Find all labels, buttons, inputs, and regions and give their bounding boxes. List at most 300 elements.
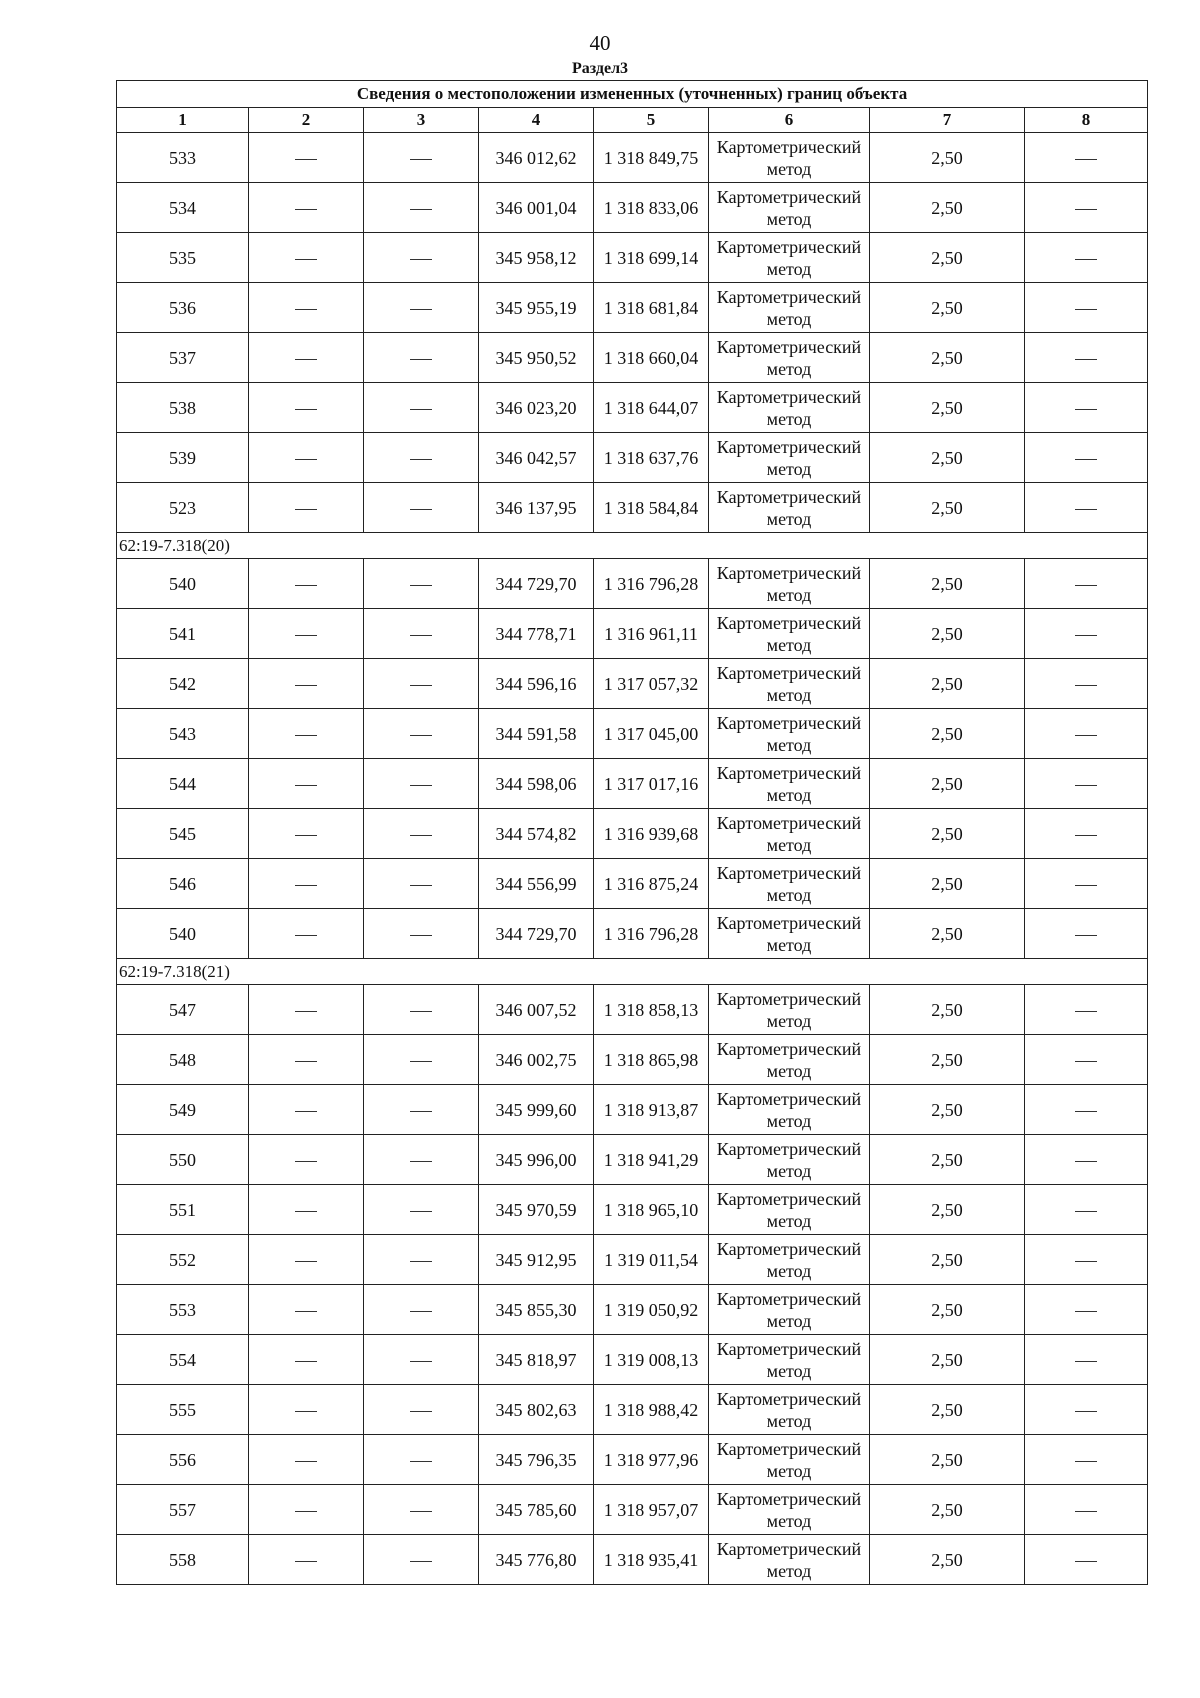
column-8-cell [1025,609,1148,659]
x-coordinate-cell: 345 996,00 [479,1135,594,1185]
column-2-cell [249,133,364,183]
point-number-cell: 537 [117,333,249,383]
column-3-cell [364,1035,479,1085]
column-3-cell [364,433,479,483]
method-cell: Картометрический метод [709,1235,870,1285]
column-8-cell [1025,859,1148,909]
y-coordinate-cell: 1 316 796,28 [594,559,709,609]
accuracy-cell: 2,50 [870,659,1025,709]
dash-mark [295,159,317,160]
contour-group-row [117,533,1148,559]
method-cell: Картометрический метод [709,283,870,333]
y-coordinate-cell: 1 318 957,07 [594,1485,709,1535]
dash-mark [295,1261,317,1262]
dash-mark [410,259,432,260]
column-8-cell [1025,559,1148,609]
column-3-cell [364,559,479,609]
dash-mark [1075,1211,1097,1212]
point-number-cell: 545 [117,809,249,859]
column-8-cell [1025,233,1148,283]
column-2-cell [249,383,364,433]
x-coordinate-cell: 345 950,52 [479,333,594,383]
x-coordinate-cell: 344 729,70 [479,909,594,959]
contour-group-label: 62:19-7.318(20) [117,533,1148,559]
dash-mark [410,159,432,160]
point-number-cell: 541 [117,609,249,659]
y-coordinate-cell: 1 319 008,13 [594,1335,709,1385]
table-row [117,609,1148,659]
method-cell: Картометрический метод [709,183,870,233]
dash-mark [1075,1311,1097,1312]
y-coordinate-cell: 1 316 961,11 [594,609,709,659]
method-cell: Картометрический метод [709,383,870,433]
dash-mark [1075,1061,1097,1062]
column-2-cell [249,809,364,859]
dash-mark [410,1511,432,1512]
method-cell: Картометрический метод [709,1285,870,1335]
point-number-cell: 544 [117,759,249,809]
method-cell: Картометрический метод [709,333,870,383]
table-row [117,1485,1148,1535]
column-2-cell [249,1185,364,1235]
column-8-cell [1025,1335,1148,1385]
column-8-cell [1025,985,1148,1035]
column-8-cell [1025,1185,1148,1235]
x-coordinate-cell: 346 137,95 [479,483,594,533]
dash-mark [295,1311,317,1312]
dash-mark [1075,585,1097,586]
point-number-cell: 540 [117,559,249,609]
dash-mark [410,1361,432,1362]
accuracy-cell: 2,50 [870,1385,1025,1435]
method-cell: Картометрический метод [709,609,870,659]
dash-mark [295,835,317,836]
table-row [117,1135,1148,1185]
y-coordinate-cell: 1 318 858,13 [594,985,709,1035]
y-coordinate-cell: 1 319 011,54 [594,1235,709,1285]
column-2-cell [249,1485,364,1535]
dash-mark [295,259,317,260]
dash-mark [1075,509,1097,510]
x-coordinate-cell: 345 776,80 [479,1535,594,1585]
dash-mark [1075,1111,1097,1112]
y-coordinate-cell: 1 318 865,98 [594,1035,709,1085]
dash-mark [1075,1361,1097,1362]
dash-mark [295,1411,317,1412]
table-row [117,809,1148,859]
table-row [117,383,1148,433]
x-coordinate-cell: 344 778,71 [479,609,594,659]
dash-mark [295,585,317,586]
table-caption-row [117,81,1148,108]
column-3-cell [364,1335,479,1385]
column-3-cell [364,1135,479,1185]
table-row [117,1235,1148,1285]
column-8-cell [1025,133,1148,183]
accuracy-cell: 2,50 [870,1185,1025,1235]
table-row [117,1285,1148,1335]
dash-mark [1075,635,1097,636]
table-row [117,1185,1148,1235]
y-coordinate-cell: 1 317 045,00 [594,709,709,759]
table-row [117,1085,1148,1135]
y-coordinate-cell: 1 319 050,92 [594,1285,709,1335]
column-8-cell [1025,283,1148,333]
x-coordinate-cell: 346 023,20 [479,383,594,433]
column-2-cell [249,1335,364,1385]
method-cell: Картометрический метод [709,1535,870,1585]
column-number: 6 [709,108,870,133]
x-coordinate-cell: 346 001,04 [479,183,594,233]
column-8-cell [1025,809,1148,859]
accuracy-cell: 2,50 [870,433,1025,483]
point-number-cell: 534 [117,183,249,233]
y-coordinate-cell: 1 317 057,32 [594,659,709,709]
accuracy-cell: 2,50 [870,985,1025,1035]
accuracy-cell: 2,50 [870,909,1025,959]
method-cell: Картометрический метод [709,909,870,959]
method-cell: Картометрический метод [709,133,870,183]
dash-mark [410,1011,432,1012]
dash-mark [410,309,432,310]
table-row [117,985,1148,1035]
y-coordinate-cell: 1 318 644,07 [594,383,709,433]
x-coordinate-cell: 345 796,35 [479,1435,594,1485]
point-number-cell: 546 [117,859,249,909]
contour-group-label: 62:19-7.318(21) [117,959,1148,985]
column-8-cell [1025,909,1148,959]
x-coordinate-cell: 345 912,95 [479,1235,594,1285]
x-coordinate-cell: 345 785,60 [479,1485,594,1535]
accuracy-cell: 2,50 [870,1335,1025,1385]
x-coordinate-cell: 344 598,06 [479,759,594,809]
dash-mark [410,735,432,736]
dash-mark [295,1061,317,1062]
method-cell: Картометрический метод [709,1435,870,1485]
dash-mark [295,409,317,410]
method-cell: Картометрический метод [709,1385,870,1435]
point-number-cell: 538 [117,383,249,433]
method-cell: Картометрический метод [709,1085,870,1135]
accuracy-cell: 2,50 [870,1035,1025,1085]
point-number-cell: 557 [117,1485,249,1535]
column-8-cell [1025,333,1148,383]
dash-mark [1075,159,1097,160]
dash-mark [410,409,432,410]
table-row [117,559,1148,609]
y-coordinate-cell: 1 316 939,68 [594,809,709,859]
dash-mark [410,509,432,510]
dash-mark [410,1461,432,1462]
x-coordinate-cell: 346 002,75 [479,1035,594,1085]
dash-mark [410,885,432,886]
column-3-cell [364,233,479,283]
dash-mark [410,1211,432,1212]
method-cell: Картометрический метод [709,709,870,759]
x-coordinate-cell: 346 012,62 [479,133,594,183]
column-2-cell [249,1035,364,1085]
table-row [117,1535,1148,1585]
dash-mark [295,1561,317,1562]
table-row [117,333,1148,383]
point-number-cell: 523 [117,483,249,533]
column-3-cell [364,1235,479,1285]
dash-mark [295,1011,317,1012]
accuracy-cell: 2,50 [870,559,1025,609]
column-2-cell [249,1385,364,1435]
column-3-cell [364,333,479,383]
x-coordinate-cell: 344 596,16 [479,659,594,709]
accuracy-cell: 2,50 [870,133,1025,183]
dash-mark [295,1211,317,1212]
table-caption: Сведения о местоположении измененных (уточненных) границ объекта [117,81,1148,108]
point-number-cell: 558 [117,1535,249,1585]
column-number: 7 [870,108,1025,133]
table-row [117,659,1148,709]
y-coordinate-cell: 1 318 913,87 [594,1085,709,1135]
column-3-cell [364,383,479,433]
point-number-cell: 533 [117,133,249,183]
column-2-cell [249,1135,364,1185]
column-2-cell [249,233,364,283]
column-2-cell [249,609,364,659]
point-number-cell: 547 [117,985,249,1035]
x-coordinate-cell: 345 958,12 [479,233,594,283]
column-3-cell [364,1085,479,1135]
dash-mark [1075,409,1097,410]
dash-mark [1075,359,1097,360]
dash-mark [1075,785,1097,786]
column-2-cell [249,709,364,759]
point-number-cell: 548 [117,1035,249,1085]
method-cell: Картометрический метод [709,433,870,483]
column-8-cell [1025,383,1148,433]
point-number-cell: 555 [117,1385,249,1435]
dash-mark [295,785,317,786]
dash-mark [295,885,317,886]
table-row [117,133,1148,183]
dash-mark [410,1161,432,1162]
column-3-cell [364,985,479,1035]
point-number-cell: 554 [117,1335,249,1385]
y-coordinate-cell: 1 318 637,76 [594,433,709,483]
column-8-cell [1025,759,1148,809]
y-coordinate-cell: 1 317 017,16 [594,759,709,809]
method-cell: Картометрический метод [709,859,870,909]
method-cell: Картометрический метод [709,1335,870,1385]
x-coordinate-cell: 345 955,19 [479,283,594,333]
column-2-cell [249,1435,364,1485]
method-cell: Картометрический метод [709,759,870,809]
contour-group-row [117,959,1148,985]
dash-mark [410,359,432,360]
accuracy-cell: 2,50 [870,1235,1025,1285]
dash-mark [1075,1511,1097,1512]
table-row [117,859,1148,909]
y-coordinate-cell: 1 318 849,75 [594,133,709,183]
table-row [117,909,1148,959]
dash-mark [1075,885,1097,886]
dash-mark [295,735,317,736]
x-coordinate-cell: 346 007,52 [479,985,594,1035]
dash-mark [410,209,432,210]
point-number-cell: 542 [117,659,249,709]
dash-mark [1075,1161,1097,1162]
column-8-cell [1025,183,1148,233]
column-8-cell [1025,483,1148,533]
accuracy-cell: 2,50 [870,1485,1025,1535]
method-cell: Картометрический метод [709,1035,870,1085]
accuracy-cell: 2,50 [870,609,1025,659]
dash-mark [410,1411,432,1412]
column-3-cell [364,659,479,709]
section-title: Раздел3 [571,60,629,77]
method-cell: Картометрический метод [709,659,870,709]
dash-mark [295,685,317,686]
dash-mark [410,1111,432,1112]
dash-mark [410,835,432,836]
column-2-cell [249,1535,364,1585]
column-number: 4 [479,108,594,133]
column-2-cell [249,483,364,533]
dash-mark [410,1261,432,1262]
column-number: 5 [594,108,709,133]
point-number-cell: 550 [117,1135,249,1185]
column-3-cell [364,1285,479,1335]
method-cell: Картометрический метод [709,1185,870,1235]
accuracy-cell: 2,50 [870,709,1025,759]
dash-mark [410,1561,432,1562]
column-2-cell [249,183,364,233]
table-row [117,1385,1148,1435]
dash-mark [295,309,317,310]
y-coordinate-cell: 1 318 977,96 [594,1435,709,1485]
column-3-cell [364,909,479,959]
column-8-cell [1025,1135,1148,1185]
accuracy-cell: 2,50 [870,383,1025,433]
dash-mark [1075,685,1097,686]
dash-mark [410,585,432,586]
column-8-cell [1025,1485,1148,1535]
column-8-cell [1025,1235,1148,1285]
dash-mark [1075,309,1097,310]
y-coordinate-cell: 1 318 988,42 [594,1385,709,1435]
x-coordinate-cell: 344 574,82 [479,809,594,859]
dash-mark [410,935,432,936]
dash-mark [295,459,317,460]
accuracy-cell: 2,50 [870,1435,1025,1485]
table-row [117,283,1148,333]
point-number-cell: 553 [117,1285,249,1335]
column-number: 1 [117,108,249,133]
x-coordinate-cell: 345 999,60 [479,1085,594,1135]
column-3-cell [364,1435,479,1485]
dash-mark [295,209,317,210]
dash-mark [1075,459,1097,460]
column-2-cell [249,985,364,1035]
table-row [117,1335,1148,1385]
accuracy-cell: 2,50 [870,483,1025,533]
accuracy-cell: 2,50 [870,1135,1025,1185]
dash-mark [295,935,317,936]
table-row [117,1035,1148,1085]
accuracy-cell: 2,50 [870,183,1025,233]
dash-mark [295,1111,317,1112]
x-coordinate-cell: 346 042,57 [479,433,594,483]
y-coordinate-cell: 1 318 833,06 [594,183,709,233]
y-coordinate-cell: 1 316 875,24 [594,859,709,909]
accuracy-cell: 2,50 [870,1535,1025,1585]
column-number: 3 [364,108,479,133]
boundary-coordinates-table [116,80,1148,1585]
y-coordinate-cell: 1 318 584,84 [594,483,709,533]
column-8-cell [1025,659,1148,709]
dash-mark [1075,835,1097,836]
column-3-cell [364,133,479,183]
method-cell: Картометрический метод [709,559,870,609]
point-number-cell: 551 [117,1185,249,1235]
y-coordinate-cell: 1 318 681,84 [594,283,709,333]
table-row [117,759,1148,809]
table-row [117,1435,1148,1485]
column-2-cell [249,659,364,709]
x-coordinate-cell: 344 591,58 [479,709,594,759]
dash-mark [1075,259,1097,260]
y-coordinate-cell: 1 316 796,28 [594,909,709,959]
dash-mark [410,459,432,460]
table-body [117,81,1148,1585]
dash-mark [410,685,432,686]
point-number-cell: 540 [117,909,249,959]
table-row [117,483,1148,533]
method-cell: Картометрический метод [709,985,870,1035]
point-number-cell: 535 [117,233,249,283]
column-2-cell [249,859,364,909]
dash-mark [1075,935,1097,936]
column-8-cell [1025,1385,1148,1435]
accuracy-cell: 2,50 [870,333,1025,383]
dash-mark [410,635,432,636]
column-number-row [117,108,1148,133]
table-row [117,233,1148,283]
dash-mark [295,1161,317,1162]
point-number-cell: 543 [117,709,249,759]
dash-mark [295,1461,317,1462]
y-coordinate-cell: 1 318 935,41 [594,1535,709,1585]
point-number-cell: 552 [117,1235,249,1285]
table-row [117,433,1148,483]
column-3-cell [364,1385,479,1435]
column-3-cell [364,283,479,333]
column-8-cell [1025,1085,1148,1135]
accuracy-cell: 2,50 [870,809,1025,859]
y-coordinate-cell: 1 318 660,04 [594,333,709,383]
dash-mark [410,1311,432,1312]
dash-mark [295,359,317,360]
y-coordinate-cell: 1 318 965,10 [594,1185,709,1235]
column-8-cell [1025,709,1148,759]
x-coordinate-cell: 344 556,99 [479,859,594,909]
column-3-cell [364,1485,479,1535]
dash-mark [295,1361,317,1362]
dash-mark [1075,1261,1097,1262]
column-8-cell [1025,433,1148,483]
dash-mark [410,785,432,786]
column-8-cell [1025,1035,1148,1085]
dash-mark [295,635,317,636]
page-number: 40 [589,31,611,55]
accuracy-cell: 2,50 [870,759,1025,809]
